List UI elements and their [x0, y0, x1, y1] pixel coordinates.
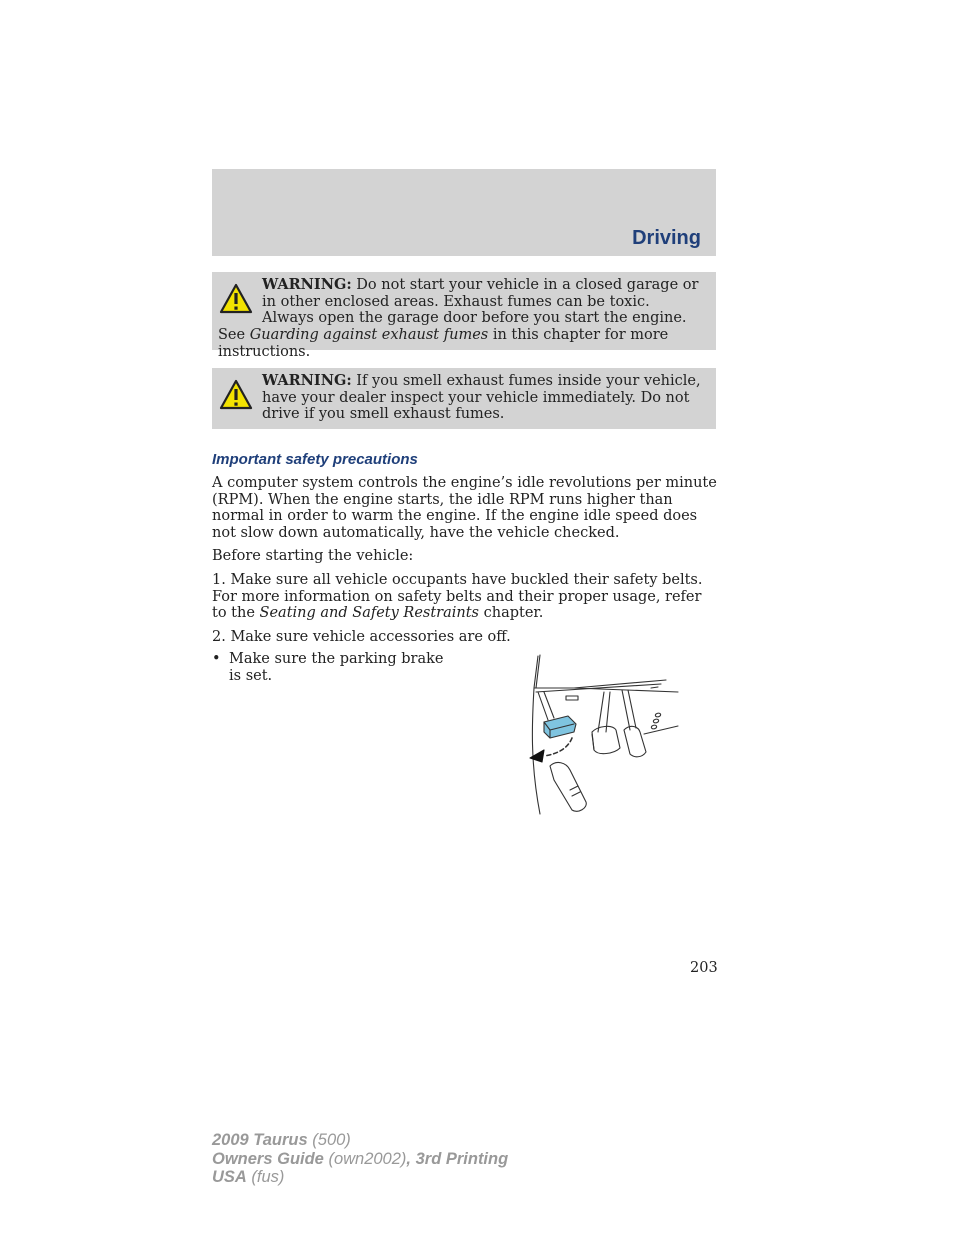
warning-text: Do not start your vehicle in a closed garage or in other enclosed areas. Exhaust fumes can be toxic. Always open the garage door before you start the engine. See [218, 277, 699, 344]
idle-rpm-paragraph: A computer system controls the engine’s idle revolutions per minute (RPM). When the engine starts, the idle RPM runs higher than normal in order to warm the engine. If the engine idle speed does not slow down automatically, have the vehicle checked. [212, 475, 717, 542]
warning-text-end: in this chapter for more instructions. [218, 327, 669, 360]
before-starting-paragraph: Before starting the vehicle: [212, 548, 414, 564]
bullet-text: Make sure the parking brake is set. [229, 651, 444, 684]
warning-box-fumes [212, 368, 716, 429]
warning-text: If you smell exhaust fumes inside your vehicle, have your dealer inspect your vehicle immediately. Do not drive if you smell exhaust fumes. [262, 373, 701, 423]
section-heading: Important safety precautions [212, 451, 418, 468]
section-title: Driving [632, 227, 701, 249]
footer-market-code: (fus) [246, 1168, 285, 1186]
warning-box-garage [212, 272, 716, 360]
step-1-text: 1. Make sure all vehicle occupants have buckled their safety belts. For more information on safety belts and their proper usage, refer to the [212, 572, 703, 622]
footer-printing: , 3rd Printing [406, 1149, 509, 1168]
page-number: 203 [690, 960, 718, 976]
warning-cross-reference: Guarding against exhaust fumes [249, 327, 489, 344]
warning-triangle-icon [219, 379, 253, 411]
step-1 [212, 572, 717, 622]
footer-model: 2009 Taurus [212, 1131, 308, 1149]
parking-brake-pedal-illustration [526, 652, 682, 816]
bullet-item [212, 651, 452, 684]
footer-guide-code: (own2002) [323, 1149, 407, 1168]
footer-line-3 [212, 1168, 508, 1187]
footer-market: USA [212, 1168, 247, 1186]
step-2: 2. Make sure vehicle accessories are off. [212, 629, 511, 645]
step-1-cross-reference: Seating and Safety Restraints [259, 605, 479, 622]
section-header [212, 169, 716, 256]
footer-model-code: (500) [307, 1131, 351, 1149]
footer-publication-info [212, 1131, 508, 1187]
footer-guide: Owners Guide [212, 1149, 324, 1168]
footer-line-2 [212, 1150, 508, 1169]
bullet-mark: • [212, 651, 221, 667]
warning-label: WARNING: [262, 276, 352, 293]
footer-line-1 [212, 1131, 508, 1150]
warning-label: WARNING: [262, 372, 352, 389]
step-1-text-end: chapter. [479, 605, 544, 622]
warning-triangle-icon [219, 283, 253, 315]
